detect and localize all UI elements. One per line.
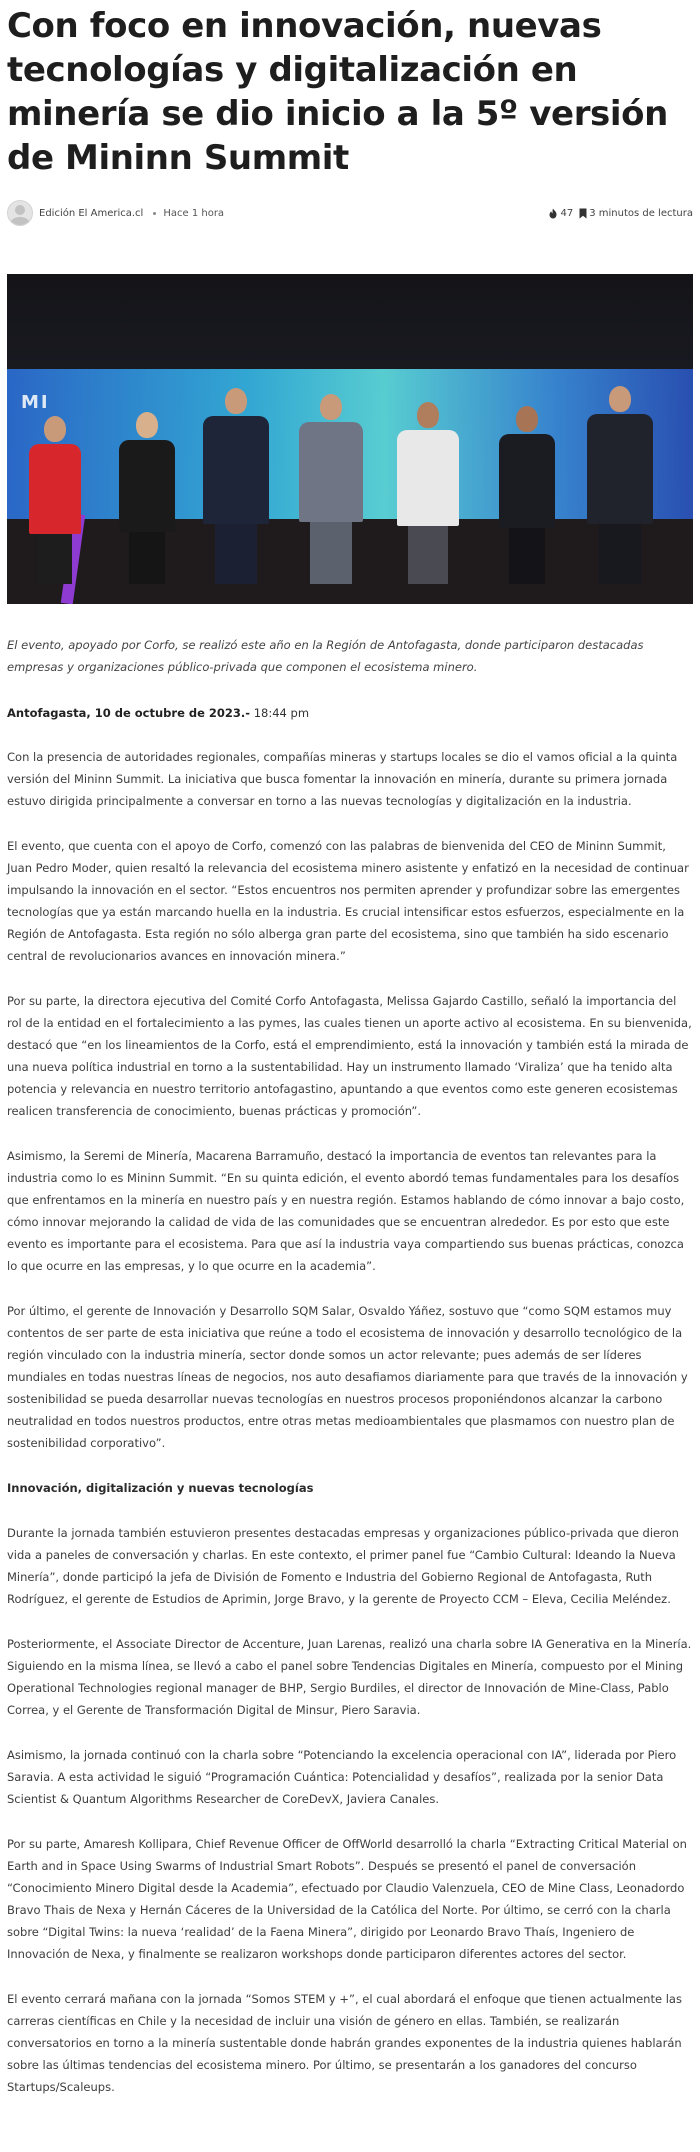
read-time: 3 minutos de lectura xyxy=(589,207,693,219)
paragraph: El evento cerrará mañana con la jornada “Somos STEM y +”, el cual abordará el enfoque que tienen actualmente las carreras científicas en Chile y la necesidad de incluir una visión de género en ellas. También, se realizarán conversatorios en torno a la minería sustentable donde habrán grandes exponentes de la industria quienes hablarán sobre las últimas tendencias del ecosistema minero. Por último, se presentarán a los ganadores del concurso Startups/Scaleups. xyxy=(7,1992,682,2094)
separator-dot xyxy=(153,212,156,215)
person-figure xyxy=(29,416,81,584)
paragraph: Durante la jornada también estuvieron presentes destacadas empresas y organizaciones público-privada que dieron vida a paneles de conversación y charlas. En este contexto, el primer panel fue “Cambio Cultural: Ideando la Nueva Minería”, donde participó la jefa de División de Fomento e Industria del Gobierno Regional de Antofagasta, Ruth Rodríguez, el gerente de Estudios de Aprimin, Jorge Bravo, y la gerente de Proyecto CCM – Eleva, Cecilia Meléndez. xyxy=(7,1526,679,1606)
person-figure xyxy=(299,394,363,584)
dateline-time: 18:44 pm xyxy=(250,706,310,720)
views-stat xyxy=(548,208,573,219)
paragraph: El evento, que cuenta con el apoyo de Corfo, comenzó con las palabras de bienvenida del CEO de Mininn Summit, Juan Pedro Moder, quien resaltó la relevancia del ecosistema minero asistente y enfatizó en la necesidad de continuar impulsando la innovación en el sector. “Estos encuentros nos permiten aprender y profundizar sobre las emergentes tecnologías que ya están marcando huella en la industria. Es crucial intensificar estos esfuerzos, especialmente en la Región de Antofagasta. Esta región no sólo alberga gran parte del ecosistema, sino que también ha sido escenario central de revolucionarios avances en innovación minera.” xyxy=(7,839,689,963)
read-time-stat xyxy=(579,208,693,219)
article-body xyxy=(7,746,693,2098)
person-figure xyxy=(203,388,269,584)
paragraph: Por su parte, Amaresh Kollipara, Chief Revenue Officer de OffWorld desarrolló la charla “Extracting Critical Material on Earth and in Space Using Swarms of Industrial Smart Robots”. Después se presentó el panel de conversación “Conocimiento Minero Digital desde la Academia”, efectuado por Claudio Valenzuela, CEO de Mine Class, Leonadordo Bravo Thais de Nexa y Hernán Cáceres de la Universidad de la Católica del Norte. Por último, se cerró con la charla sobre “Digital Twins: la nueva ‘realidad’ de la Faena Minera”, dirigido por Leonardo Bravo Thaís, Ingeniero de Innovación de Nexa, y finalmente se realizaron workshops donde participaron diferentes actores del sector. xyxy=(7,1837,687,1961)
section-subheading: Innovación, digitalización y nuevas tecnologías xyxy=(7,1481,314,1495)
photo-caption: El evento, apoyado por Corfo, se realizó este año en la Región de Antofagasta, donde participaron destacadas empresas y organizaciones público-privada que componen el ecosistema minero. xyxy=(7,638,644,674)
person-figure xyxy=(119,412,175,584)
person-figure xyxy=(499,406,555,584)
publish-time: Hace 1 hora xyxy=(163,207,225,219)
person-figure xyxy=(397,402,459,584)
author-name[interactable]: Edición El America.cl xyxy=(39,207,144,219)
hero-photo xyxy=(7,274,693,604)
article-meta xyxy=(7,194,693,232)
stage-banner-text: MI xyxy=(21,392,50,413)
author-avatar-icon[interactable] xyxy=(7,200,33,226)
paragraph: Por su parte, la directora ejecutiva del Comité Corfo Antofagasta, Melissa Gajardo Castillo, señaló la importancia del rol de la entidad en el fortalecimiento a las pymes, las cuales tienen un aporte activo al ecosistema. En su bienvenida, destacó que “en los lineamientos de la Corfo, está el emprendimiento, está la innovación y también está la mirada de una nueva política industrial en torno a la sustentabilidad. Hay un instrumento llamado ‘Viraliza’ que ha tenido alta potencia y relevancia en nuestro territorio antofagastino, apuntando a que eventos como este generen ecosistemas realicen transferencia de conocimiento, buenas prácticas y promoción”. xyxy=(7,994,692,1118)
flame-icon xyxy=(548,208,558,219)
paragraph: Asimismo, la jornada continuó con la charla sobre “Potenciando la excelencia operacional con IA”, liderada por Piero Saravia. A esta actividad le siguió “Programación Cuántica: Potencialidad y desafíos”, realizada por la senior Data Scientist & Quantum Algorithms Researcher de CoreDevX, Javiera Canales. xyxy=(7,1748,677,1806)
article-title: Con foco en innovación, nuevas tecnologías y digitalización en minería se dio inicio a la 5º versión de Mininn Summit xyxy=(7,6,668,178)
bookmark-icon xyxy=(579,208,587,219)
paragraph: Por último, el gerente de Innovación y Desarrollo SQM Salar, Osvaldo Yáñez, sostuvo que “como SQM estamos muy contentos de ser parte de esta iniciativa que reúne a todo el ecosistema de innovación y desarrollo tecnológico de la región vinculado con la industria minería, sector donde somos un actor relevante; pues además de ser líderes mundiales en todas nuestras líneas de negocios, nos auto desafiamos diariamente para que través de la innovación y sostenibilidad se pueda desarrollar nuevas tecnologías en nuestros procesos proponiéndonos alcanzar la carbono neutralidad en todos nuestros productos, entre otras metas medioambientales que plasmamos con nuestro plan de sostenibilidad corporativo”. xyxy=(7,1304,688,1450)
paragraph: Con la presencia de autoridades regionales, compañías mineras y startups locales se dio el vamos oficial a la quinta versión del Mininn Summit. La iniciativa que busca fomentar la innovación en minería, durante su primera jornada estuvo dirigida principalmente a conversar en torno a las nuevas tecnologías y digitalización en la industria. xyxy=(7,750,678,808)
dateline xyxy=(7,703,693,723)
views-count: 47 xyxy=(560,207,574,219)
person-figure xyxy=(587,386,653,584)
article-stats xyxy=(548,208,693,219)
paragraph: Asimismo, la Seremi de Minería, Macarena Barramuño, destacó la importancia de eventos tan relevantes para la industria como lo es Mininn Summit. “En su quinta edición, el evento abordó temas fundamentales para los desafíos que enfrentamos en la minería en nuestro país y en nuestra región. Estamos hablando de cómo innovar a bajo costo, cómo innovar mejorando la calidad de vida de las comunidades que se encuentran alrededor. Es por esto que este evento es importante para el ecosistema. Para que así la industria vaya compartiendo sus buenas prácticas, conozca lo que ocurre en las empresas, y lo que ocurre en la academia”. xyxy=(7,1149,685,1273)
dateline-place: Antofagasta, 10 de octubre de 2023.- xyxy=(7,706,251,720)
paragraph: Posteriormente, el Associate Director de Accenture, Juan Larenas, realizó una charla sobre IA Generativa en la Minería. Siguiendo en la misma línea, se llevó a cabo el panel sobre Tendencias Digitales en Minería, compuesto por el Mining Operational Technologies regional manager de BHP, Sergio Burdiles, el director de Innovación de Mine-Class, Pablo Correa, y el Gerente de Transformación Digital de Minsur, Piero Saravia. xyxy=(7,1637,692,1717)
